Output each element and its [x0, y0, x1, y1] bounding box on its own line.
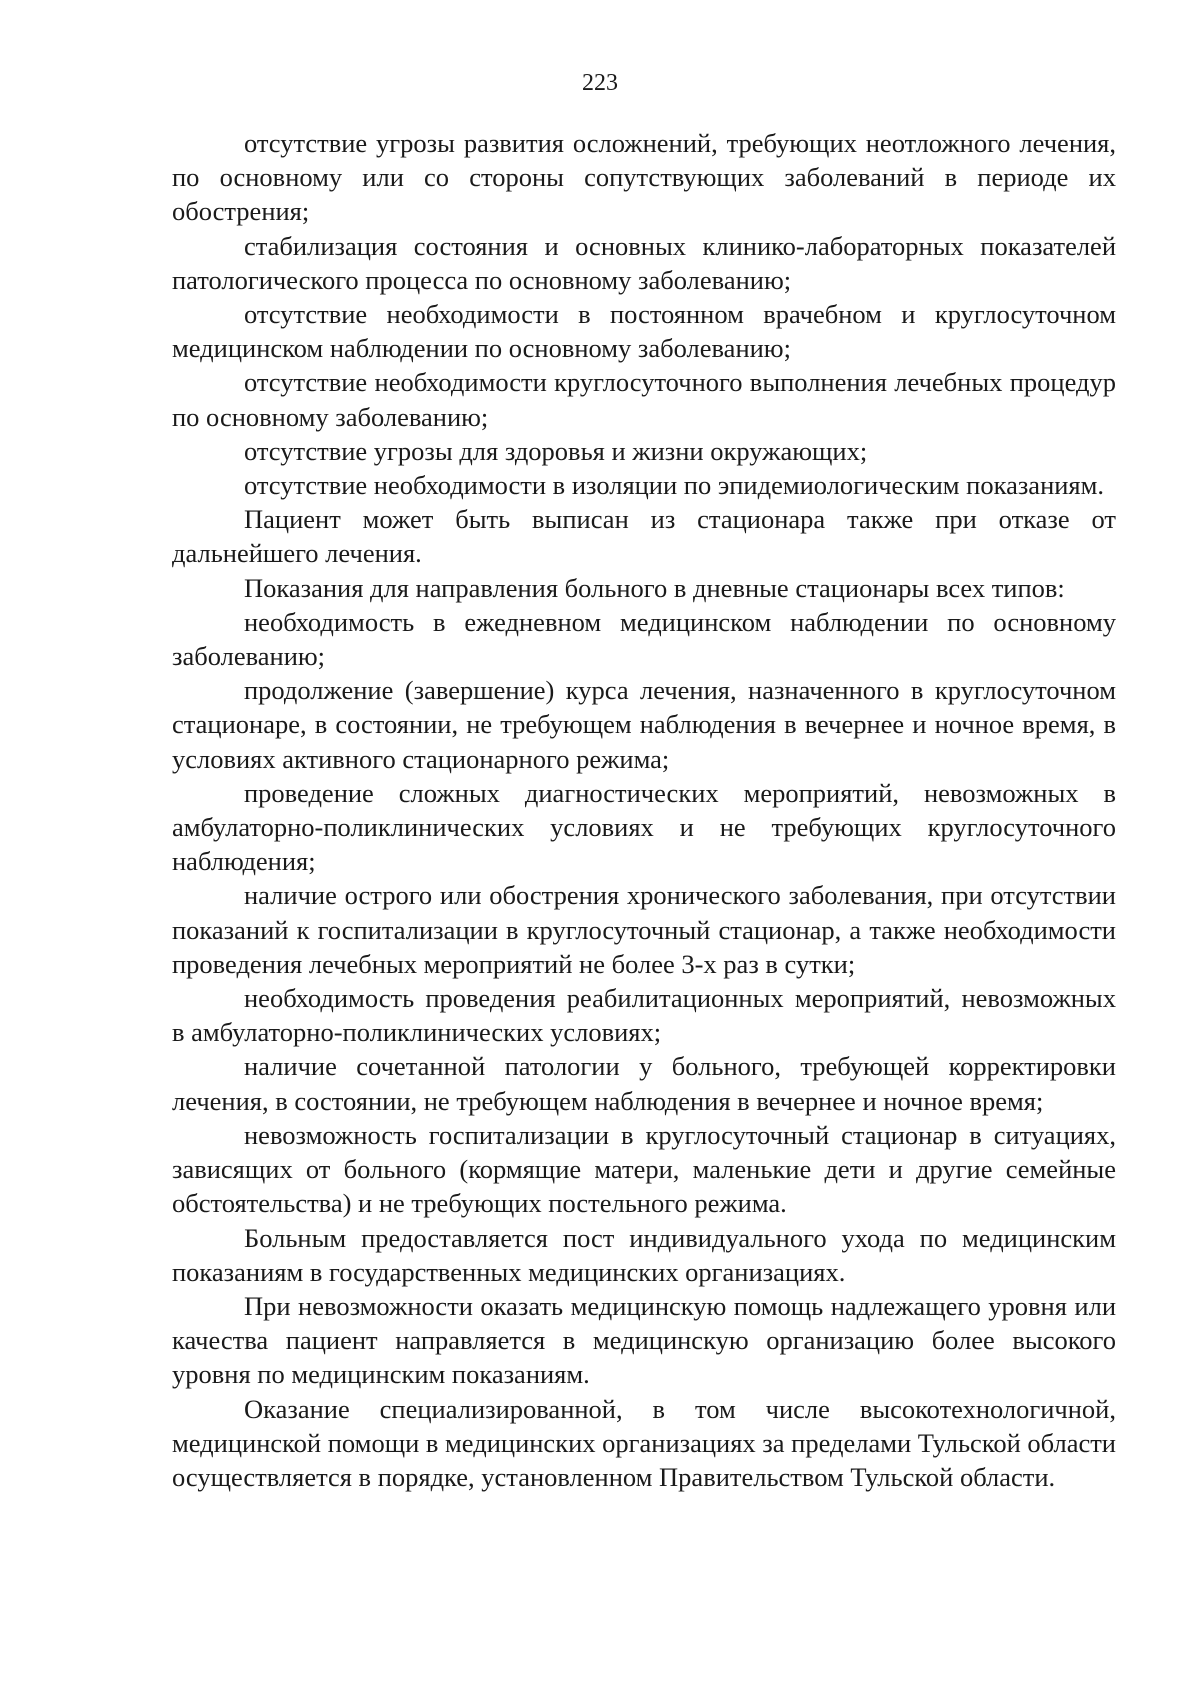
paragraph: продолжение (завершение) курса лечения, назначенного в круглосуточном стационаре, в состоянии, не требующем наблюдения в вечернее и ночное время, в условиях активного стационарного режима; [172, 675, 1116, 774]
paragraph: отсутствие угрозы развития осложнений, требующих неотложного лечения, по основному или со стороны сопутствующих заболеваний в периоде их обострения; [172, 128, 1116, 227]
paragraph: необходимость проведения реабилитационных мероприятий, невозможных в амбулаторно-поликлинических условиях; [172, 983, 1116, 1048]
paragraph: отсутствие угрозы для здоровья и жизни окружающих; [244, 435, 868, 466]
paragraph: Больным предоставляется пост индивидуального ухода по медицинским показаниям в государственных медицинских организациях. [172, 1222, 1116, 1287]
document-body [172, 126, 1116, 1494]
paragraph: наличие острого или обострения хронического заболевания, при отсутствии показаний к госпитализации в круглосуточный стационар, а также необходимости проведения лечебных мероприятий не более 3-х раз в сутки; [172, 880, 1116, 979]
paragraph: наличие сочетанной патологии у больного, требующей корректировки лечения, в состоянии, не требующем наблюдения в вечернее и ночное время; [172, 1051, 1116, 1116]
paragraph: Оказание специализированной, в том числе высокотехнологичной, медицинской помощи в медицинских организациях за пределами Тульской области осуществляется в порядке, установленном Правительством Тульской области. [172, 1393, 1116, 1492]
paragraph: При невозможности оказать медицинскую помощь надлежащего уровня или качества пациент направляется в медицинскую организацию более высокого уровня по медицинским показаниям. [172, 1290, 1116, 1390]
paragraph: отсутствие необходимости в постоянном врачебном и круглосуточном медицинском наблюдении по основному заболеванию; [172, 299, 1116, 364]
page-number: 223 [582, 70, 618, 96]
paragraph: необходимость в ежедневном медицинском наблюдении по основному заболеванию; [172, 606, 1116, 672]
paragraph: проведение сложных диагностических мероприятий, невозможных в амбулаторно-поликлинических условиях и не требующих круглосуточного наблюдения; [172, 777, 1116, 877]
paragraph: Пациент может быть выписан из стационара также при отказе от дальнейшего лечения. [172, 504, 1116, 569]
paragraph: Показания для направления больного в дневные стационары всех типов: [244, 572, 1065, 603]
paragraph: отсутствие необходимости круглосуточного выполнения лечебных процедур по основному заболеванию; [172, 367, 1116, 432]
paragraph: стабилизация состояния и основных клинико-лабораторных показателей патологического процесса по основному заболеванию; [172, 230, 1116, 295]
paragraph: невозможность госпитализации в круглосуточный стационар в ситуациях, зависящих от больного (кормящие матери, маленькие дети и другие семейные обстоятельства) и не требующих постельного режима. [172, 1119, 1116, 1219]
paragraph: отсутствие необходимости в изоляции по эпидемиологическим показаниям. [244, 470, 1105, 501]
